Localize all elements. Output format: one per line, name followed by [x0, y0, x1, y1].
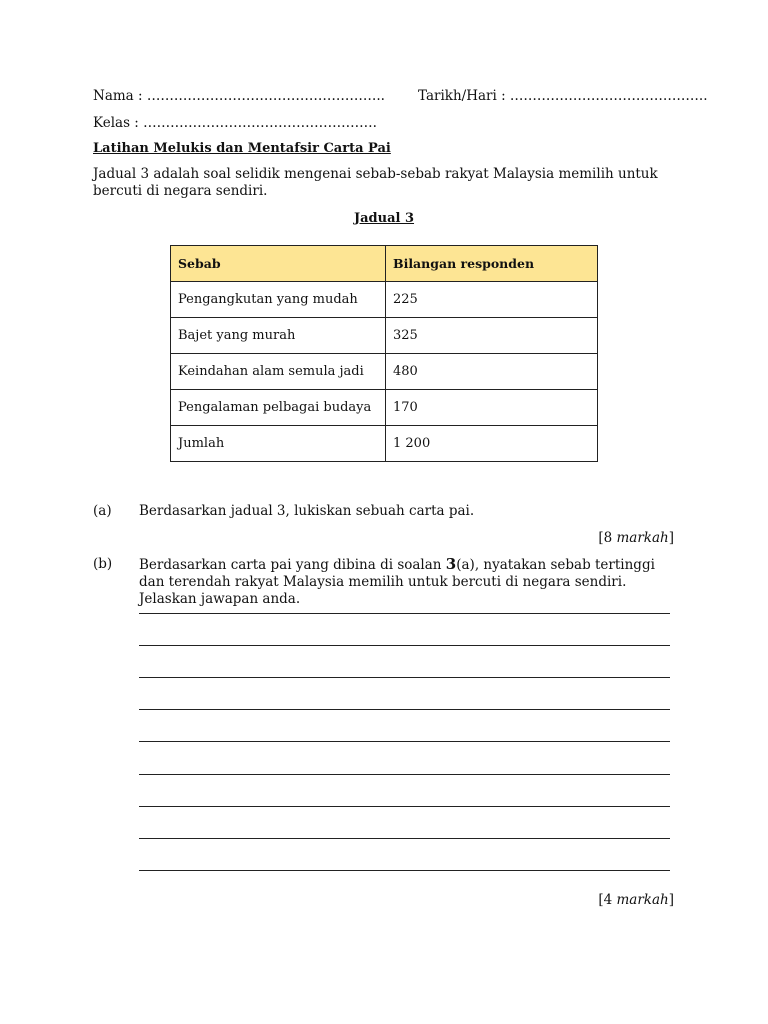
answer-line[interactable] — [139, 774, 670, 775]
row-count: 480 — [386, 354, 598, 390]
table-row — [171, 318, 598, 354]
marks-word: markah — [616, 892, 669, 908]
question-a-label: (a) — [93, 503, 112, 519]
row-reason: Pengangkutan yang mudah — [171, 282, 386, 318]
answer-line[interactable] — [139, 645, 670, 646]
header-bilangan: Bilangan responden — [386, 246, 598, 282]
intro-paragraph: Jadual 3 adalah soal selidik mengenai sebab-sebab rakyat Malaysia memilih untuk bercuti di negara sendiri. — [93, 166, 658, 199]
row-count: 1 200 — [386, 426, 598, 462]
answer-line[interactable] — [139, 806, 670, 807]
table-row-total — [171, 426, 598, 462]
answer-line[interactable] — [139, 741, 670, 742]
question-b-text-after: (a), nyatakan sebab tertinggi dan terendah rakyat Malaysia memilih untuk bercuti di negara sendiri. Jelaskan jawapan anda. — [139, 557, 655, 607]
row-reason: Keindahan alam semula jadi — [171, 354, 386, 390]
kelas-field: Kelas : ……………………………………………. — [93, 115, 377, 131]
marks-open: [4 — [598, 892, 617, 908]
question-b-text — [139, 556, 679, 608]
marks-close: ] — [668, 530, 674, 546]
answer-line[interactable] — [139, 838, 670, 839]
answer-line[interactable] — [139, 870, 670, 871]
answer-line[interactable] — [139, 709, 670, 710]
question-a-text: Berdasarkan jadual 3, lukiskan sebuah carta pai. — [139, 503, 475, 519]
nama-field: Nama : …………………………………………….. — [93, 88, 385, 104]
tarikh-field: Tarikh/Hari : …………………………………….. — [418, 88, 708, 104]
row-reason: Bajet yang murah — [171, 318, 386, 354]
question-b-marks — [598, 892, 674, 908]
row-count: 170 — [386, 390, 598, 426]
row-count: 325 — [386, 318, 598, 354]
row-count: 225 — [386, 282, 598, 318]
table-row — [171, 354, 598, 390]
answer-line[interactable] — [139, 677, 670, 678]
question-b-label: (b) — [93, 556, 113, 572]
table-caption: Jadual 3 — [353, 211, 415, 226]
worksheet-title: Latihan Melukis dan Mentafsir Carta Pai — [93, 141, 391, 156]
table-row — [171, 282, 598, 318]
data-table — [170, 245, 598, 462]
marks-word: markah — [616, 530, 669, 546]
table-header-row — [171, 246, 598, 282]
answer-line[interactable] — [139, 613, 670, 614]
marks-open: [8 — [598, 530, 617, 546]
question-a-marks — [598, 530, 674, 546]
marks-close: ] — [668, 892, 674, 908]
row-reason: Pengalaman pelbagai budaya — [171, 390, 386, 426]
question-b-text-before: Berdasarkan carta pai yang dibina di soalan — [139, 557, 446, 573]
table-row — [171, 390, 598, 426]
row-reason: Jumlah — [171, 426, 386, 462]
question-number: 3 — [445, 555, 457, 573]
header-sebab: Sebab — [171, 246, 386, 282]
